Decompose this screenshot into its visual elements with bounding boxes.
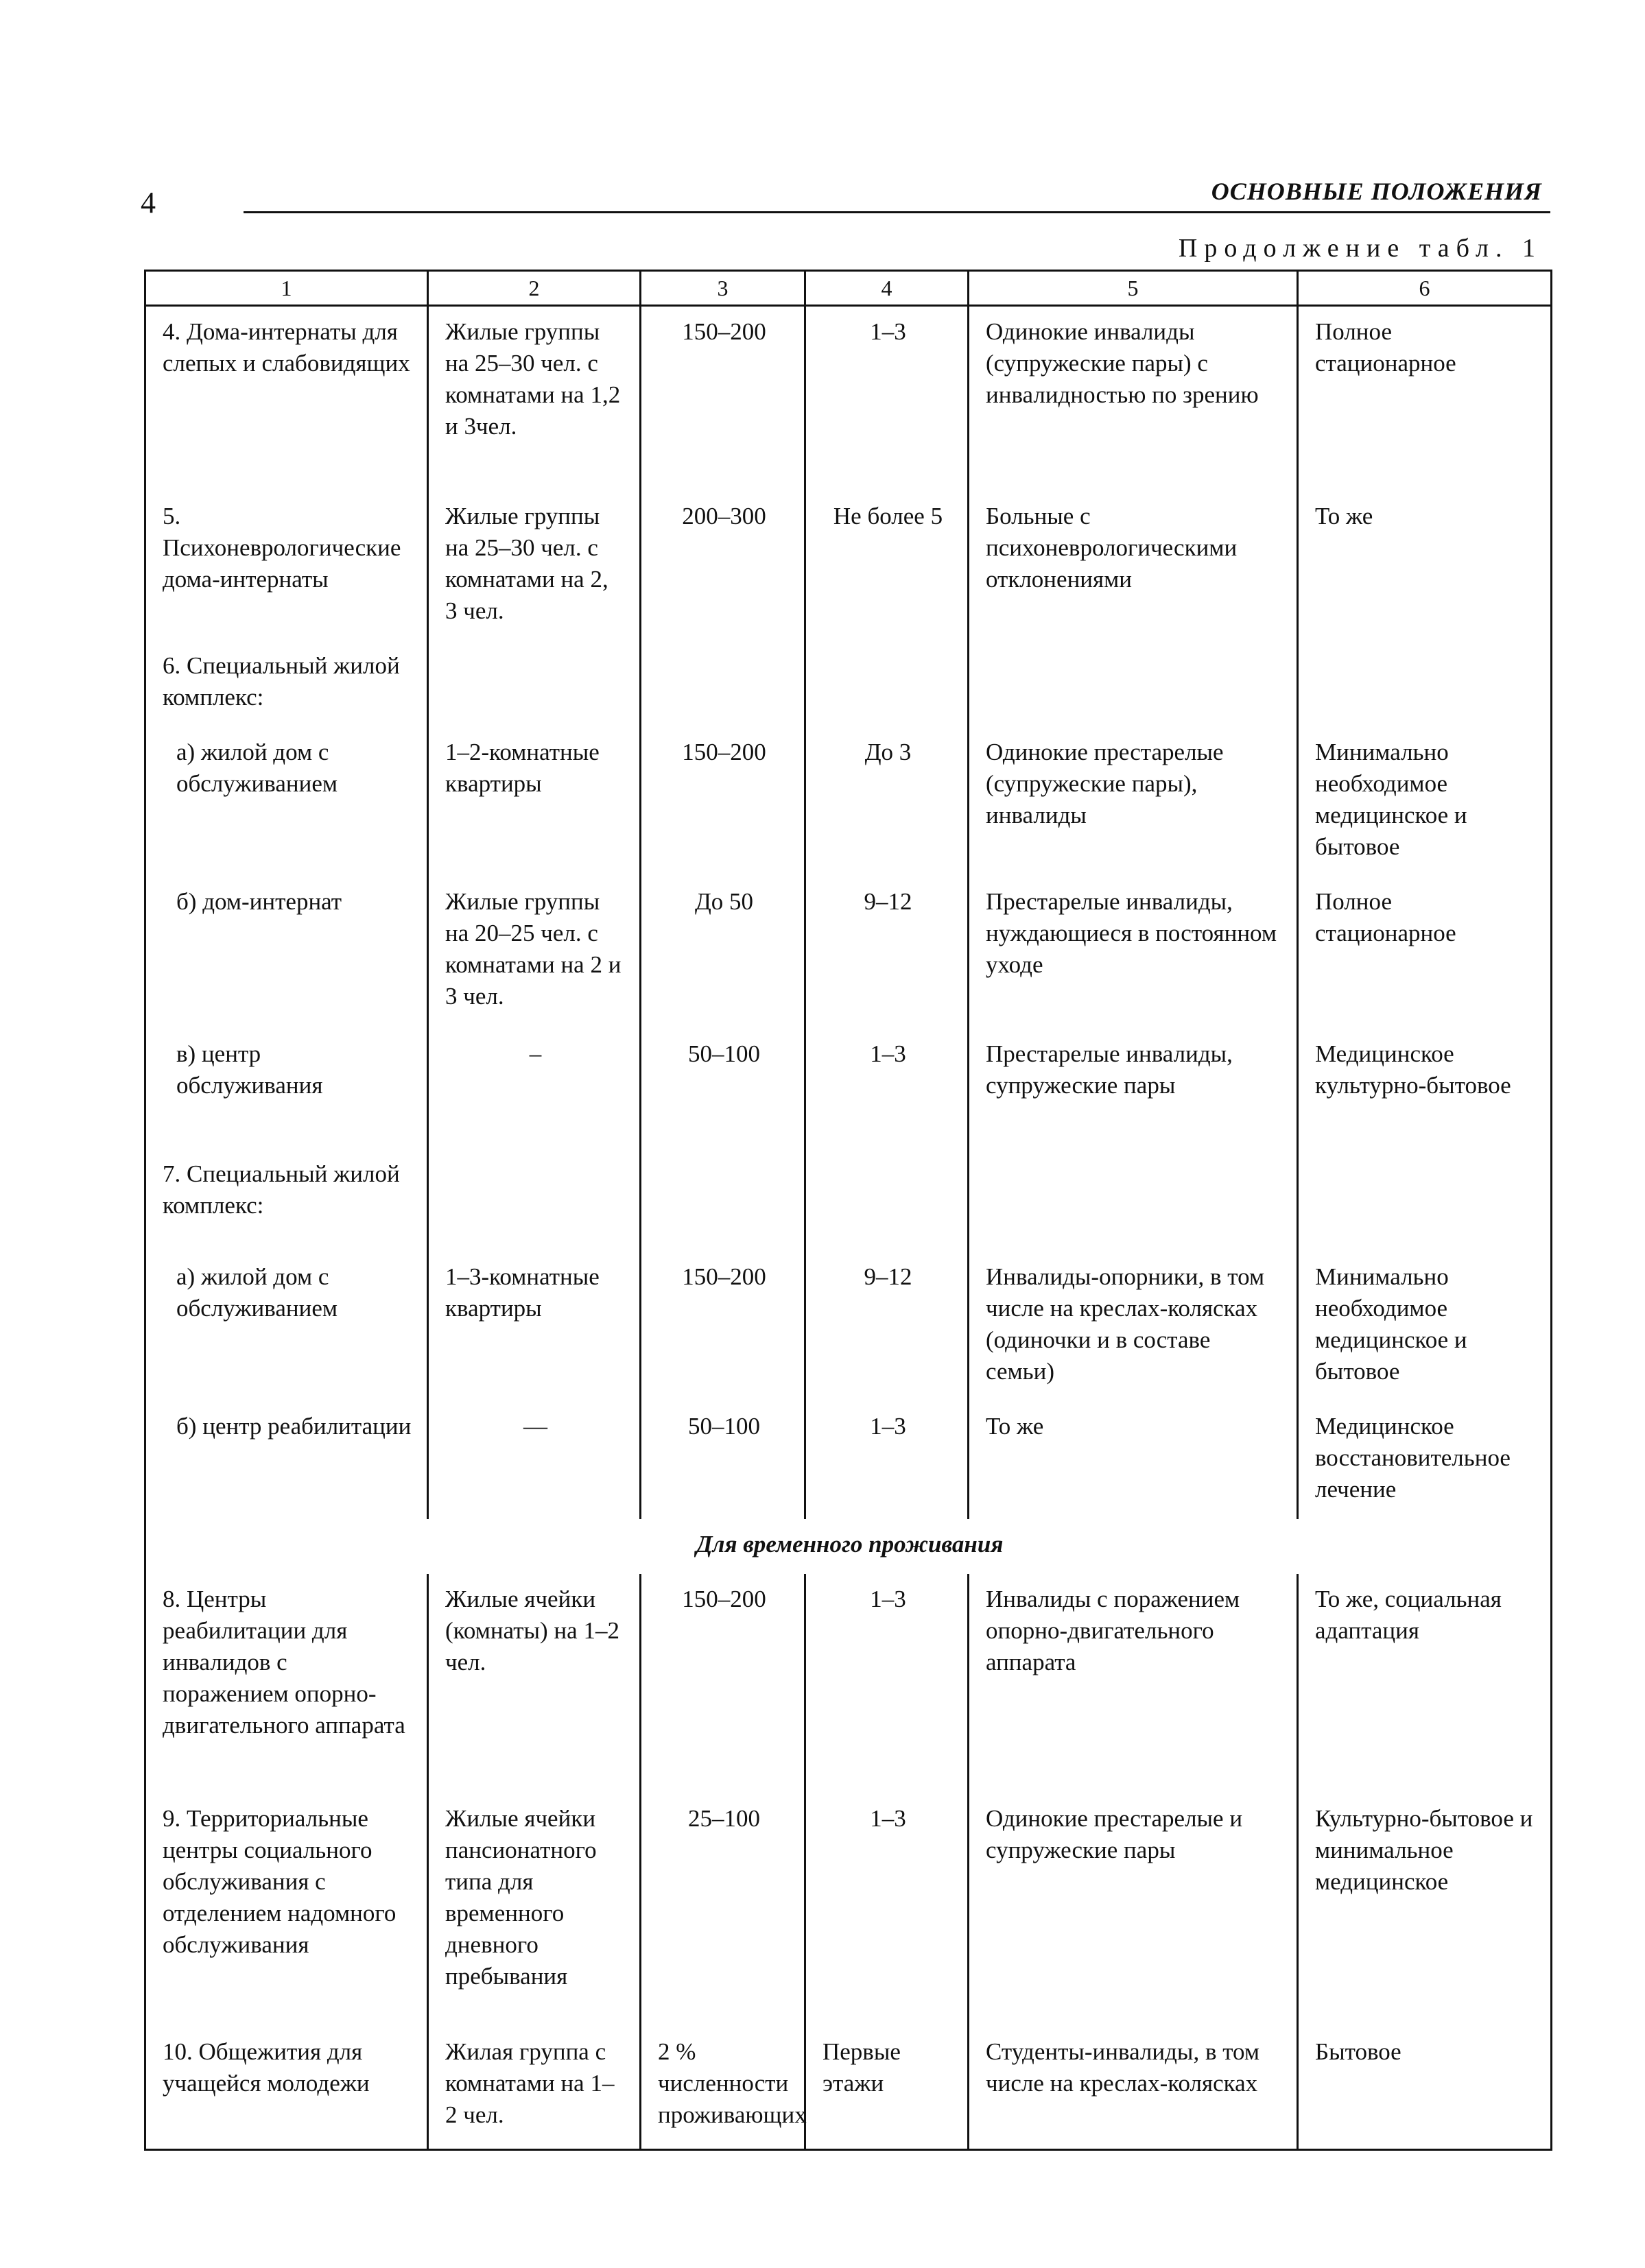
accommodation: – (428, 1029, 641, 1149)
capacity (641, 1149, 805, 1252)
floors: 1–3 (805, 1574, 969, 1793)
accommodation: Жилая группа с комнатами на 1–2 чел. (428, 2027, 641, 2150)
facility-type: б) дом-интернат (145, 876, 428, 1029)
residents: Одинокие престарелые (супружеские пары), инвалиды (969, 727, 1298, 876)
accommodation: Жилые группы на 20–25 чел. с комнатами на 2 и 3 чел. (428, 876, 641, 1029)
service-type: То же, социальная адаптация (1298, 1574, 1552, 1793)
facility-type: 7. Специальный жилой комплекс: (145, 1149, 428, 1252)
capacity: 150–200 (641, 1252, 805, 1401)
facility-type: 10. Общежития для учащейся молодежи (145, 2027, 428, 2150)
floors: 1–3 (805, 306, 969, 491)
floors: До 3 (805, 727, 969, 876)
table-row (145, 641, 1552, 727)
capacity: До 50 (641, 876, 805, 1029)
table-row (145, 1793, 1552, 2027)
facility-type: 6. Специальный жилой комплекс: (145, 641, 428, 727)
facility-type: 5. Психоневрологические дома-интернаты (145, 491, 428, 641)
accommodation: — (428, 1401, 641, 1519)
floors (805, 641, 969, 727)
capacity: 25–100 (641, 1793, 805, 2027)
service-type: Бытовое (1298, 2027, 1552, 2150)
residents: Одинокие престарелые и супружеские пары (969, 1793, 1298, 2027)
residents: Престарелые инвалиды, нуждающиеся в постоянном уходе (969, 876, 1298, 1029)
table-row (145, 491, 1552, 641)
column-number-row (145, 271, 1552, 306)
service-type: Медицинское восстановительное лечение (1298, 1401, 1552, 1519)
page-number: 4 (141, 186, 156, 219)
residents: Инвалиды с поражением опорно-двигательного аппарата (969, 1574, 1298, 1793)
floors: Не более 5 (805, 491, 969, 641)
service-type: Культурно-бытовое и минимальное медицинское (1298, 1793, 1552, 2027)
table-row (145, 876, 1552, 1029)
capacity: 150–200 (641, 1574, 805, 1793)
capacity: 2 % численности проживающих (641, 2027, 805, 2150)
residents: Больные с психоневрологическими отклонениями (969, 491, 1298, 641)
table-row (145, 306, 1552, 491)
table-row (145, 1149, 1552, 1252)
accommodation: Жилые группы на 25–30 чел. с комнатами на 2, 3 чел. (428, 491, 641, 641)
accommodation (428, 1149, 641, 1252)
facilities-table (144, 270, 1552, 2151)
table-row (145, 1252, 1552, 1401)
accommodation (428, 641, 641, 727)
table-row (145, 1574, 1552, 1793)
column-header: 1 (145, 271, 428, 306)
floors: 1–3 (805, 1793, 969, 2027)
service-type (1298, 641, 1552, 727)
capacity: 200–300 (641, 491, 805, 641)
accommodation: 1–2-комнатные квартиры (428, 727, 641, 876)
capacity: 50–100 (641, 1401, 805, 1519)
residents: Инвалиды-опорники, в том числе на креслах-колясках (одиночки и в составе семьи) (969, 1252, 1298, 1401)
table-row (145, 1029, 1552, 1149)
facility-type: 4. Дома-интернаты для слепых и слабовидящих (145, 306, 428, 491)
floors: 1–3 (805, 1029, 969, 1149)
residents: То же (969, 1401, 1298, 1519)
capacity: 50–100 (641, 1029, 805, 1149)
facility-type: а) жилой дом с обслуживанием (145, 1252, 428, 1401)
accommodation: Жилые группы на 25–30 чел. с комнатами на 1,2 и 3чел. (428, 306, 641, 491)
facility-type: в) центр обслуживания (145, 1029, 428, 1149)
residents: Одинокие инвалиды (супружеские пары) с инвалидностью по зрению (969, 306, 1298, 491)
table-continuation-caption: Продолжение табл. 1 (1178, 234, 1542, 263)
service-type: Минимально необходимое медицинское и бытовое (1298, 1252, 1552, 1401)
facility-type: 9. Территориальные центры социального обслуживания с отделением надомного обслуживания (145, 1793, 428, 2027)
column-header: 6 (1298, 271, 1552, 306)
floors (805, 1149, 969, 1252)
facility-type: б) центр реабилитации (145, 1401, 428, 1519)
service-type (1298, 1149, 1552, 1252)
table-row (145, 1401, 1552, 1519)
column-header: 4 (805, 271, 969, 306)
facility-type: а) жилой дом с обслуживанием (145, 727, 428, 876)
service-type: Полное стационарное (1298, 876, 1552, 1029)
floors: 1–3 (805, 1401, 969, 1519)
section-title: Для временного проживания (145, 1519, 1552, 1574)
running-head: ОСНОВНЫЕ ПОЛОЖЕНИЯ (1211, 178, 1542, 205)
floors: 9–12 (805, 1252, 969, 1401)
capacity: 150–200 (641, 306, 805, 491)
column-header: 2 (428, 271, 641, 306)
facility-type: 8. Центры реабилитации для инвалидов с поражением опорно-двигательного аппарата (145, 1574, 428, 1793)
header-rule (244, 211, 1550, 213)
floors: Первые этажи (805, 2027, 969, 2150)
accommodation: Жилые ячейки пансионатного типа для временного дневного пребывания (428, 1793, 641, 2027)
service-type: Минимально необходимое медицинское и бытовое (1298, 727, 1552, 876)
residents: Престарелые инвалиды, супружеские пары (969, 1029, 1298, 1149)
residents (969, 1149, 1298, 1252)
service-type: То же (1298, 491, 1552, 641)
residents: Студенты-инвалиды, в том числе на креслах-колясках (969, 2027, 1298, 2150)
service-type: Полное стационарное (1298, 306, 1552, 491)
table-row (145, 2027, 1552, 2150)
service-type: Медицинское культурно-бытовое (1298, 1029, 1552, 1149)
column-header: 3 (641, 271, 805, 306)
column-header: 5 (969, 271, 1298, 306)
accommodation: Жилые ячейки (комнаты) на 1–2 чел. (428, 1574, 641, 1793)
residents (969, 641, 1298, 727)
floors: 9–12 (805, 876, 969, 1029)
capacity: 150–200 (641, 727, 805, 876)
capacity (641, 641, 805, 727)
accommodation: 1–3-комнатные квартиры (428, 1252, 641, 1401)
section-row (145, 1519, 1552, 1574)
table-row (145, 727, 1552, 876)
